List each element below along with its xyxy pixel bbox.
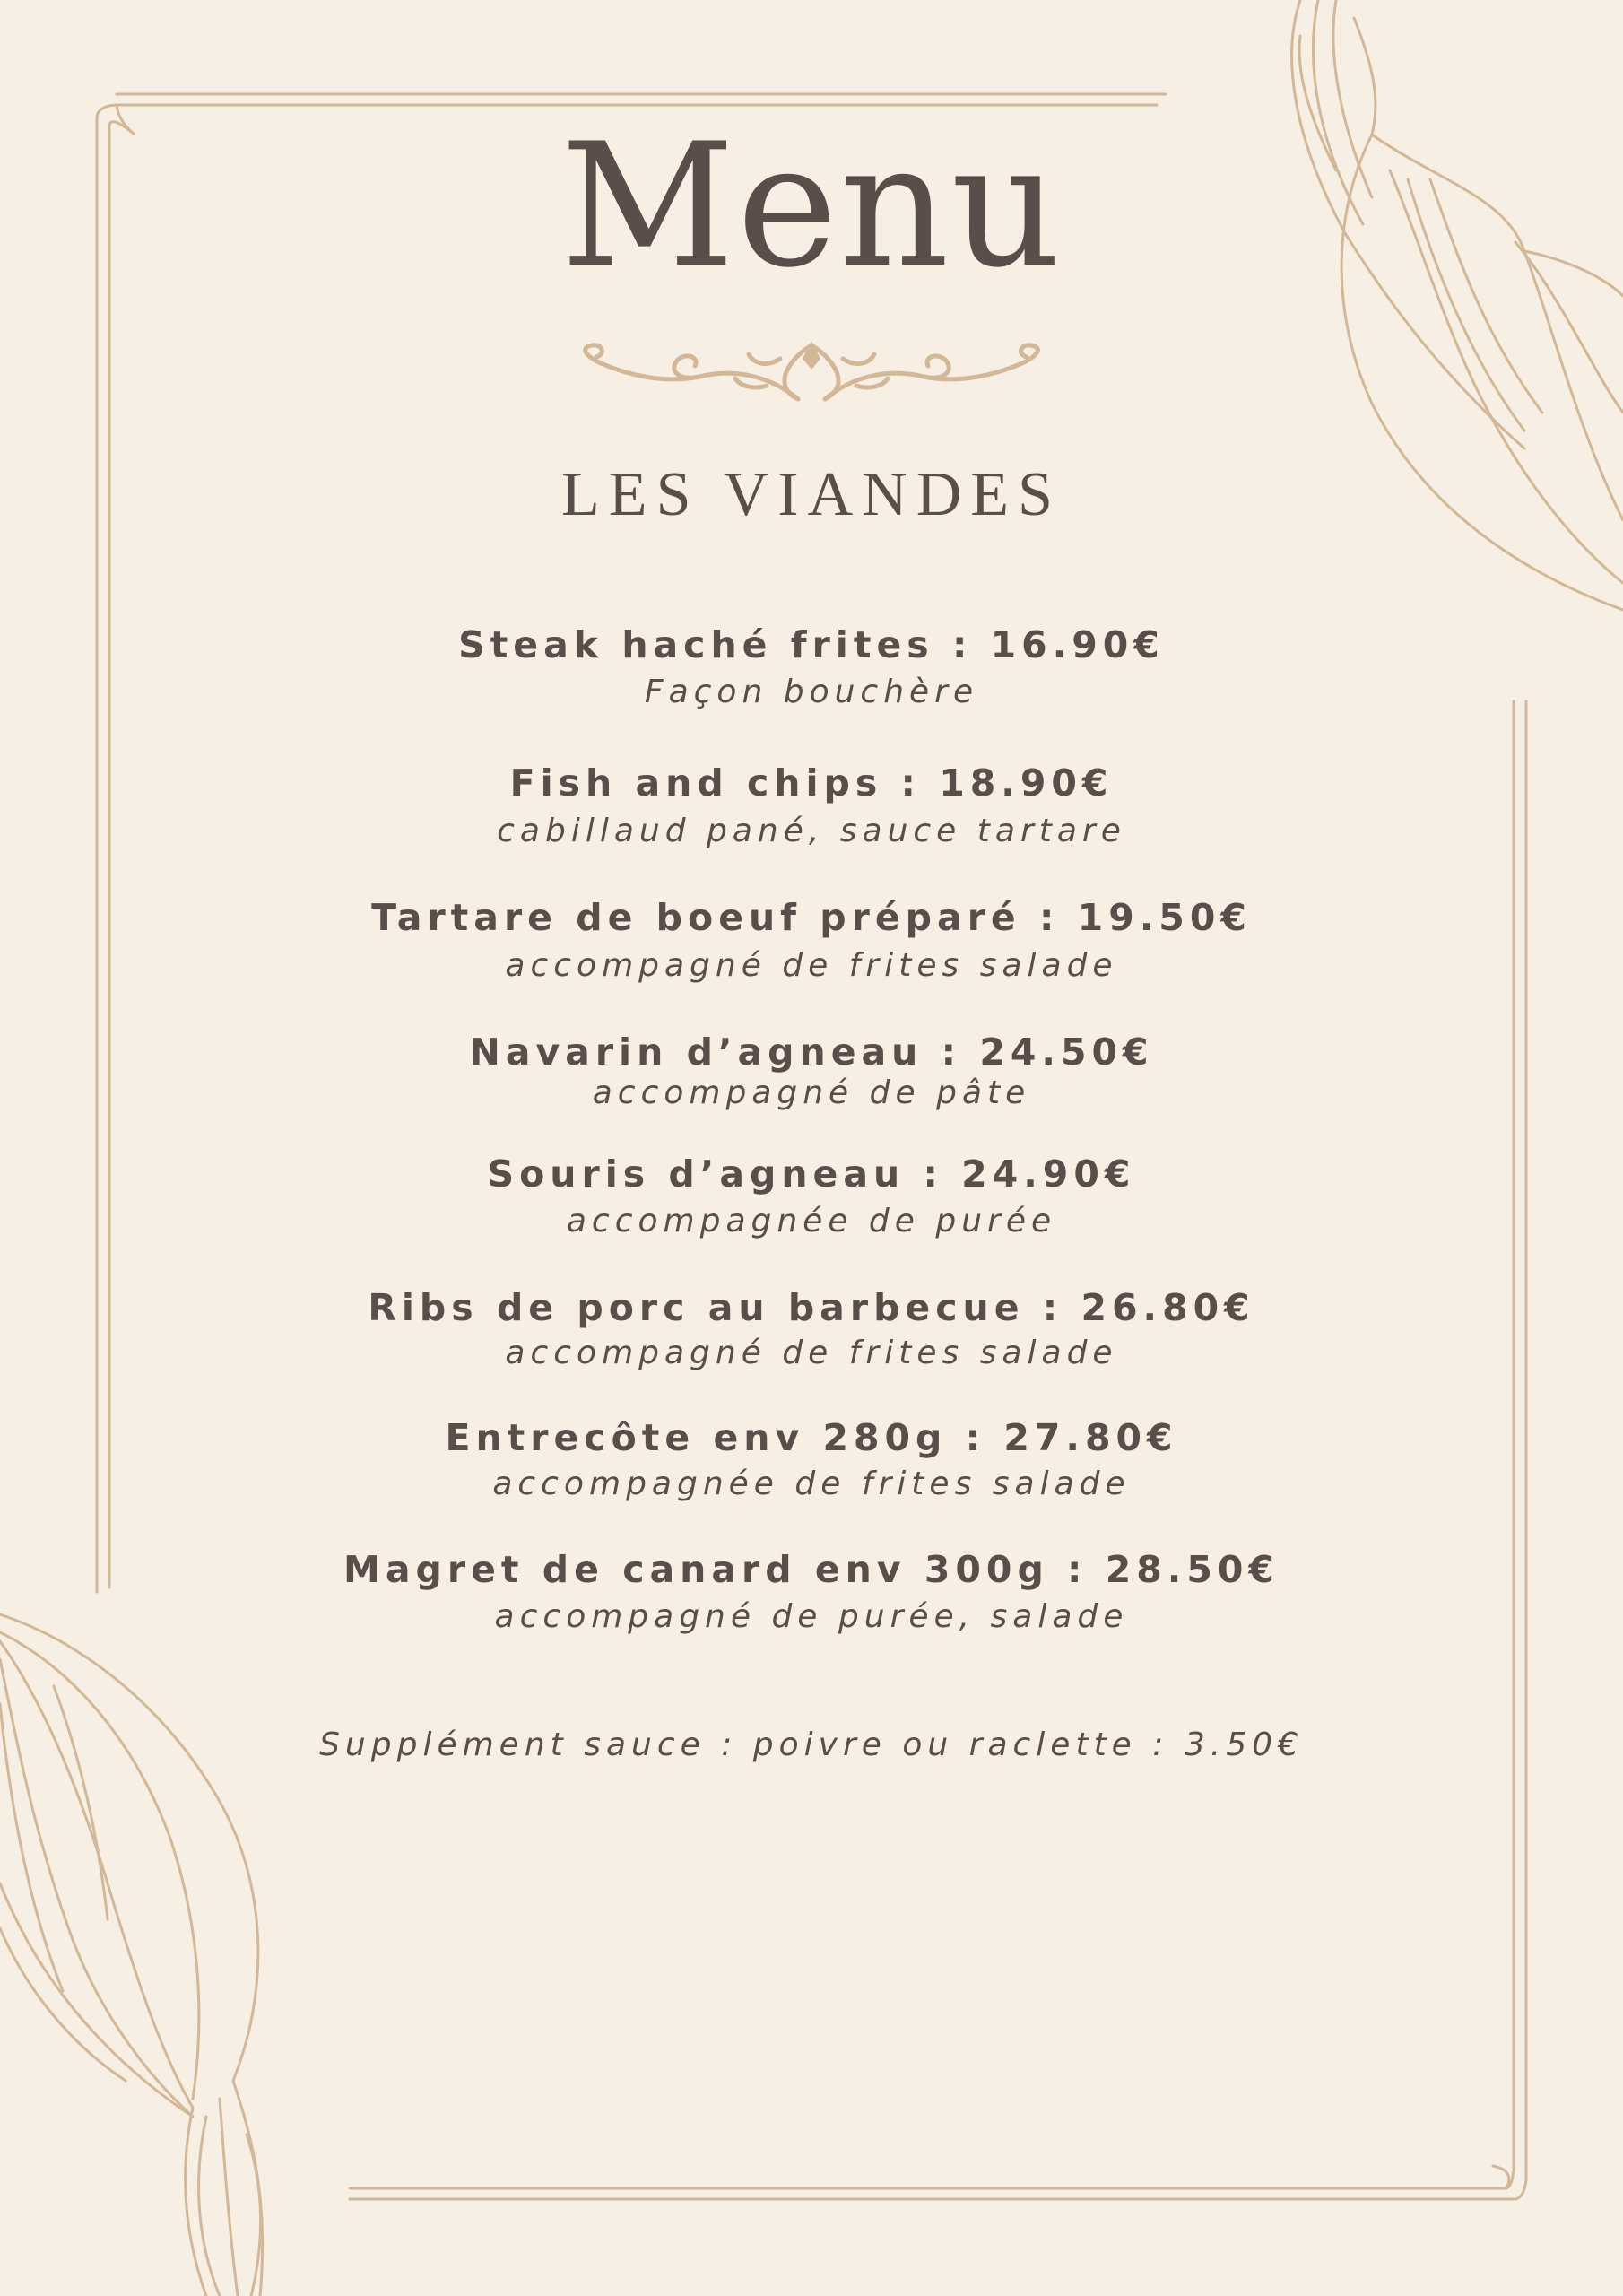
- menu-item-description: accompagnée de frites salade: [492, 1465, 1131, 1502]
- menu-item-description: accompagné de frites salade: [505, 947, 1118, 984]
- menu-item-description: accompagné de pâte: [592, 1074, 1031, 1111]
- menu-item-description: accompagné de purée, salade: [494, 1598, 1129, 1635]
- section-title: LES VIANDES: [561, 460, 1062, 529]
- menu-item-description: accompagné de frites salade: [505, 1335, 1118, 1371]
- menu-item-name: Ribs de porc au barbecue : 26.80€: [368, 1286, 1255, 1329]
- menu-item-description: accompagnée de purée: [566, 1203, 1057, 1239]
- menu-item-name: Steak haché frites : 16.90€: [458, 623, 1165, 666]
- menu-item-name: Souris d’agneau : 24.90€: [487, 1152, 1136, 1196]
- menu-item-description: cabillaud pané, sauce tartare: [497, 813, 1126, 849]
- supplement-note: Supplément sauce : poivre ou raclette : 3.50€: [319, 1726, 1304, 1763]
- menu-item-name: Navarin d’agneau : 24.50€: [469, 1031, 1154, 1074]
- menu-item-name: Magret de canard env 300g : 28.50€: [343, 1548, 1280, 1591]
- menu-title: Menu: [560, 107, 1063, 305]
- leaf-illustration-bottom-left: [0, 1614, 263, 2296]
- menu-item-name: Fish and chips : 18.90€: [509, 761, 1114, 804]
- menu-item-name: Tartare de boeuf préparé : 19.50€: [371, 896, 1252, 939]
- menu-item-name: Entrecôte env 280g : 27.80€: [445, 1416, 1178, 1459]
- menu-item-description: Façon bouchère: [644, 674, 979, 710]
